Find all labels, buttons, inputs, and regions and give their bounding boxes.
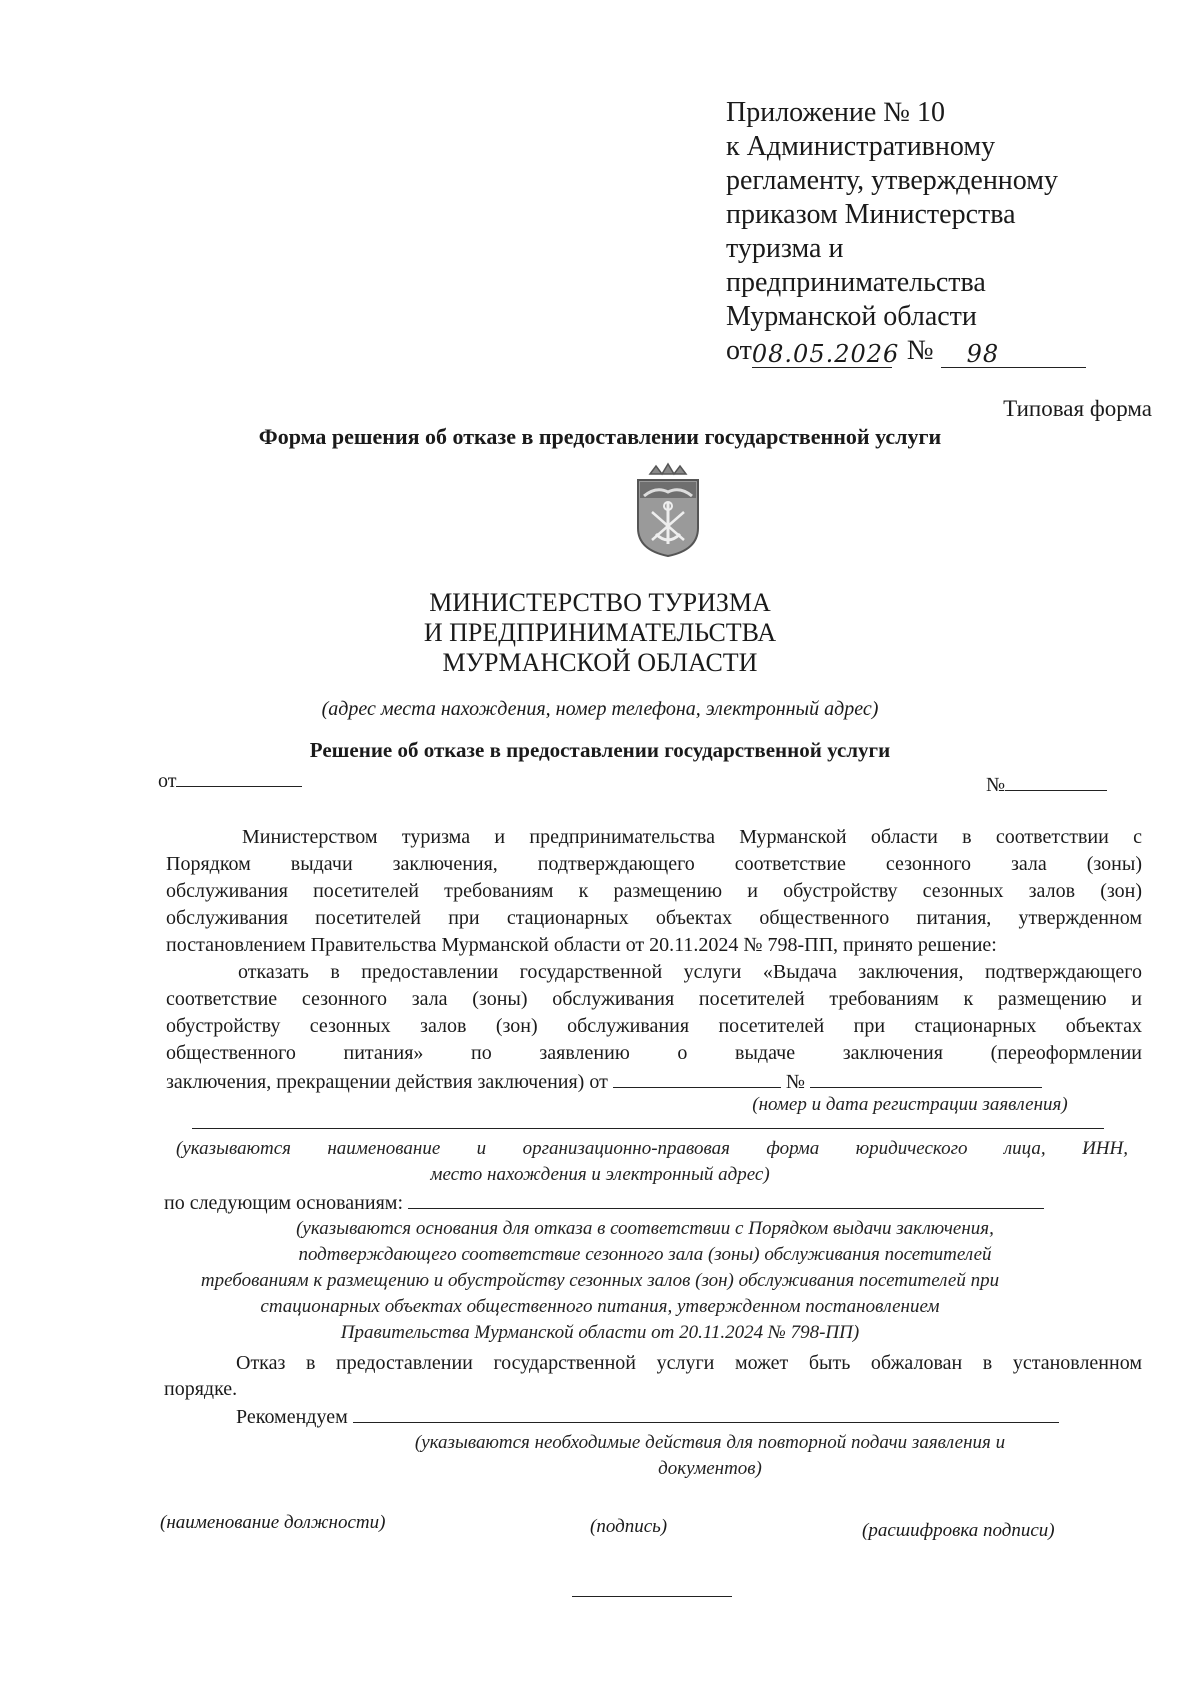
ministry-line: МИНИСТЕРСТВО ТУРИЗМА (429, 588, 771, 617)
annex-line: Приложение № 10 (726, 97, 945, 128)
note-grounds: подтверждающего соответствие сезонного зала (зоны) обслуживания посетителей (298, 1244, 992, 1265)
note-entity: место нахождения и электронный адрес) (430, 1164, 770, 1185)
note-grounds: (указываются основания для отказа в соответствии с Порядком выдачи заключения, (296, 1218, 994, 1239)
recommend-line (236, 1402, 1059, 1431)
grounds-line (164, 1188, 1044, 1217)
note-entity: (указываются наименование и организационно-правовая форма юридического лица, ИНН, (176, 1138, 1128, 1159)
body-line: общественного питания» по заявлению о выдаче заключения (переоформлении (166, 1042, 1142, 1064)
body-line: обслуживания посетителей при стационарных объектах общественного питания, утвержденном (166, 907, 1142, 929)
recommend-label: Рекомендуем (236, 1406, 348, 1428)
ministry-name (0, 588, 1200, 678)
note-grounds: требованиям к размещению и обустройству сезонных залов (зон) обслуживания посетителей при (200, 1270, 1000, 1291)
body-line: постановлением Правительства Мурманской области от 20.11.2024 № 798-ПП, принято решение: (166, 934, 997, 956)
decision-date-blank (176, 766, 302, 787)
decision-number-label: № (986, 774, 1006, 796)
ministry-line: И ПРЕДПРИНИМАТЕЛЬСТВА (423, 618, 777, 647)
note-grounds: Правительства Мурманской области от 20.11.2024 № 798-ПП) (340, 1322, 860, 1343)
entity-blank-line (192, 1128, 1104, 1129)
annex-date-prefix: от (726, 335, 752, 366)
body-line: заключения, прекращении действия заключения) от (166, 1071, 608, 1093)
annex-number-field (941, 337, 1086, 368)
annex-number-value: 98 (966, 340, 1000, 368)
body-line: соответствие сезонного зала (зоны) обслуживания посетителей требованиям к размещению и (166, 988, 1142, 1010)
grounds-label: по следующим основаниям: (164, 1192, 404, 1214)
note-grounds: стационарных объектах общественного питания, утвержденном постановлением (260, 1296, 940, 1317)
appeal-line: порядке. (164, 1378, 238, 1400)
note-recommend: (указываются необходимые действия для повторной подачи заявления и (414, 1432, 1006, 1453)
body-line: обустройству сезонных залов (зон) обслуживания посетителей при стационарных объектах (166, 1015, 1142, 1037)
application-number-label: № (785, 1071, 805, 1093)
recommend-blank (353, 1402, 1059, 1423)
annex-date-value: 08.05.2026 (751, 340, 900, 368)
decision-title: Решение об отказе в предоставлении государственной услуги (309, 738, 891, 762)
annex-line: Мурманской области (726, 301, 977, 332)
note-registration: (номер и дата регистрации заявления) (752, 1094, 1068, 1115)
annex-line: приказом Министерства (726, 199, 1016, 230)
form-title: Форма решения об отказе в предоставлении государственной услуги (258, 424, 942, 449)
annex-date-field (751, 337, 900, 368)
signature-position-label: (наименование должности) (160, 1512, 386, 1533)
annex-block (726, 96, 1146, 368)
body-line: Порядком выдачи заключения, подтверждающего соответствие сезонного зала (зоны) (166, 853, 1142, 875)
murmansk-coat-of-arms-icon (634, 462, 702, 558)
grounds-blank (408, 1188, 1044, 1209)
address-note: (адрес места нахождения, номер телефона, электронный адрес) (321, 698, 879, 720)
application-number-blank (810, 1067, 1042, 1088)
ministry-line: МУРМАНСКОЙ ОБЛАСТИ (442, 648, 758, 677)
body-line: отказать в предоставлении государственной услуги «Выдача заключения, подтверждающего (238, 961, 1142, 983)
footer-separator (572, 1596, 732, 1597)
annex-line: к Административному (726, 131, 996, 162)
body-line: обслуживания посетителей требованиям к размещению и обустройству сезонных залов (зон) (166, 880, 1142, 902)
annex-line: предпринимательства (726, 267, 986, 298)
annex-date-line (726, 334, 1146, 368)
decision-number-blank (1005, 770, 1107, 791)
body-line: Министерством туризма и предпринимательства Мурманской области в соответствии с (242, 826, 1142, 848)
appeal-line: Отказ в предоставлении государственной услуги может быть обжалован в установленном (236, 1352, 1142, 1374)
annex-number-prefix: № (906, 335, 934, 366)
annex-line: туризма и (726, 233, 844, 264)
signature-decode-label: (расшифровка подписи) (862, 1520, 1055, 1541)
signature-sign-label: (подпись) (590, 1516, 668, 1537)
note-recommend: документов) (658, 1458, 762, 1479)
decision-date-field (158, 766, 302, 795)
annex-line: регламенту, утвержденному (726, 165, 1058, 196)
form-type-label: Типовая форма (1003, 396, 1152, 421)
application-date-blank (613, 1067, 781, 1088)
decision-number-field (986, 770, 1107, 799)
decision-date-label: от (158, 770, 177, 792)
